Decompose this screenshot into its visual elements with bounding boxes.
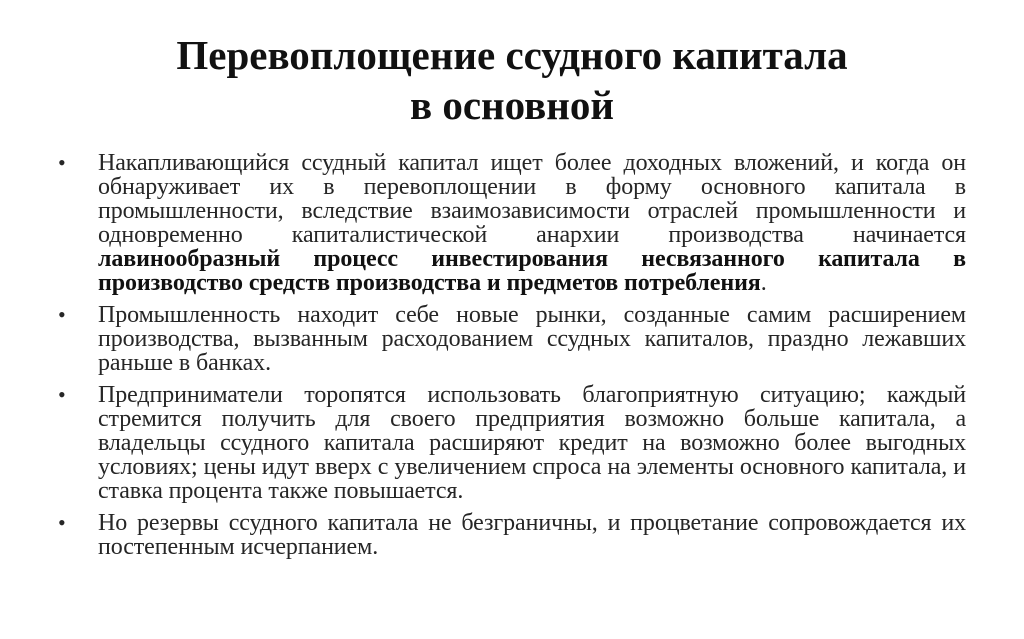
bullet-marker: •: [58, 382, 66, 407]
slide-title: [60, 30, 964, 130]
bullet-1-text-after: .: [760, 270, 767, 296]
bullet-marker: •: [58, 510, 66, 535]
bullet-1-text-before: Накапливающийся ссудный капитал ищет более доходных вложений, и когда он обнаруживает их в перевоплощении в форму основного капитала в промышленности, вследствие взаимозависимости отраслей промышленности и одновременно капиталистической анархии производства начинается: [98, 150, 966, 248]
bullet-item-1: [58, 151, 966, 295]
bullet-4-text: Но резервы ссудного капитала не безграничны, и процветание сопровождается их постепенным исчерпанием.: [98, 510, 966, 560]
bullet-item-2: [58, 303, 966, 375]
bullet-1-text-bold: лавинообразный процесс инвестирования несвязанного капитала в производство средств производства и предметов потребления: [98, 246, 966, 296]
bullet-3-text: Предприниматели торопятся использовать благоприятную ситуацию; каждый стремится получить для своего предприятия возможно больше капитала, а владельцы ссудного капитала расширяют кредит на возможно более выгодных условиях; цены идут вверх с увеличением спроса на элементы основного капитала, и ставка процента также повышается.: [98, 382, 966, 504]
bullet-item-4: [58, 511, 966, 559]
bullet-marker: •: [58, 302, 66, 327]
slide-title-line-1: Перевоплощение ссудного капитала: [176, 32, 848, 78]
bullet-marker: •: [58, 150, 66, 175]
bullet-list: [58, 151, 966, 567]
bullet-2-text: Промышленность находит себе новые рынки, созданные самим расширением производства, вызванным расходованием ссудных капиталов, праздно лежавших раньше в банках.: [98, 302, 966, 376]
slide-title-line-2: в основной: [409, 82, 615, 128]
bullet-item-3: [58, 383, 966, 503]
